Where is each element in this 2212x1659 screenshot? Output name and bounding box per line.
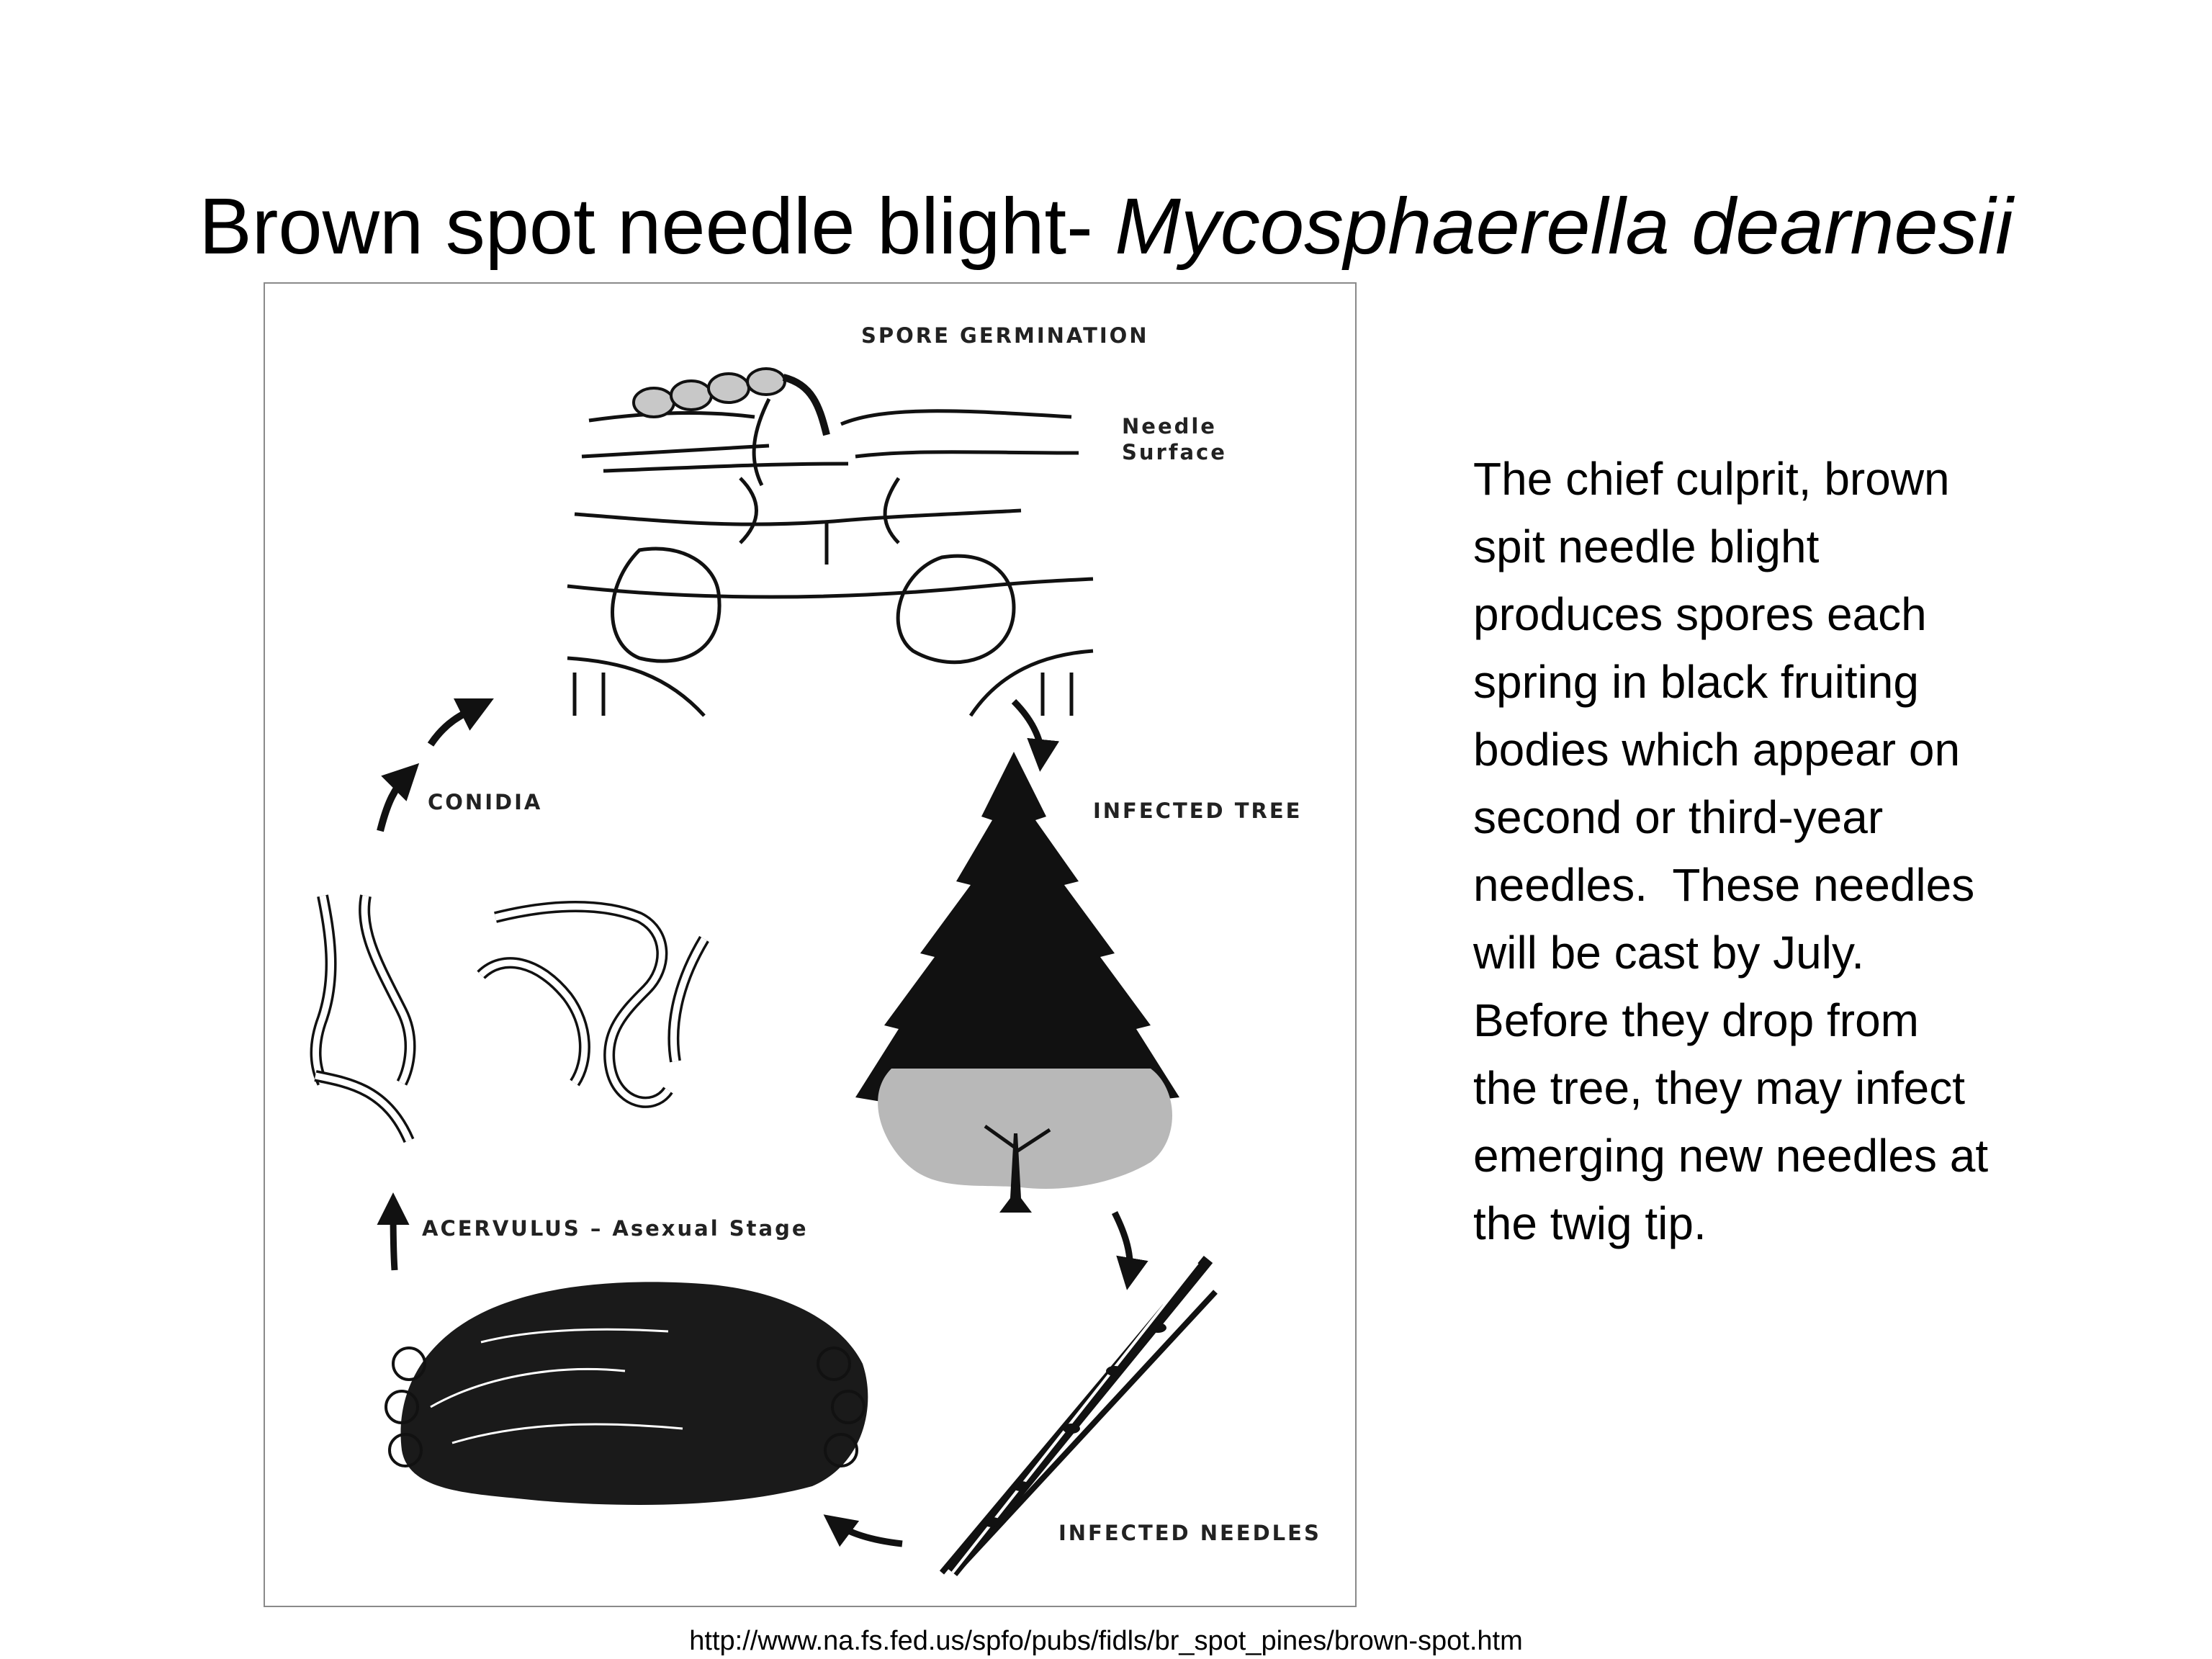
body-line: bodies which appear on: [1473, 724, 1961, 775]
acervulus-illustration: [386, 1282, 868, 1505]
slide-title: [0, 180, 2212, 274]
needle-surface-cells: [567, 411, 1093, 716]
body-line: needles. These needles: [1473, 859, 1975, 911]
body-line: the tree, they may infect: [1473, 1062, 1965, 1114]
body-line: produces spores each: [1473, 588, 1927, 640]
label-needle: Needle: [1122, 414, 1217, 439]
label-surface: Surface: [1122, 440, 1227, 464]
conidia-illustration: [315, 896, 704, 1141]
body-line: Before they drop from: [1473, 994, 1919, 1046]
arrow-conidia-upper: [431, 705, 481, 745]
label-infected-needles: INFECTED NEEDLES: [1058, 1521, 1321, 1545]
body-line: will be cast by July.: [1473, 927, 1864, 979]
title-text: Brown spot needle blight-: [199, 182, 1115, 271]
body-line: emerging new needles at: [1473, 1130, 1989, 1182]
arrow-conidia-lower: [380, 773, 409, 831]
source-url-link[interactable]: http://www.na.fs.fed.us/spfo/pubs/fidls/br_spot_pines/brown-spot.htm: [689, 1626, 1523, 1656]
arrow-to-needles: [1115, 1213, 1130, 1277]
label-spore-germination: SPORE GERMINATION: [861, 323, 1149, 348]
label-acervulus: ACERVULUS – Asexual Stage: [422, 1216, 809, 1241]
label-conidia: CONIDIA: [428, 790, 543, 814]
body-line: the twig tip.: [1473, 1197, 1707, 1249]
body-text: [1473, 445, 2121, 1257]
arrow-to-acervulus: [834, 1522, 902, 1544]
body-line: spit needle blight: [1473, 521, 1820, 572]
disease-cycle-figure: [264, 282, 1357, 1607]
arrow-up-left: [393, 1205, 395, 1270]
arrow-to-tree: [1014, 701, 1041, 759]
title-species-name: Mycosphaerella dearnesii: [1115, 182, 2013, 271]
body-line: The chief culprit, brown: [1473, 453, 1950, 505]
label-infected-tree: INFECTED TREE: [1093, 799, 1303, 823]
body-line: second or third-year: [1473, 791, 1884, 843]
disease-cycle-diagram: [265, 284, 1355, 1606]
body-line: spring in black fruiting: [1473, 656, 1919, 708]
